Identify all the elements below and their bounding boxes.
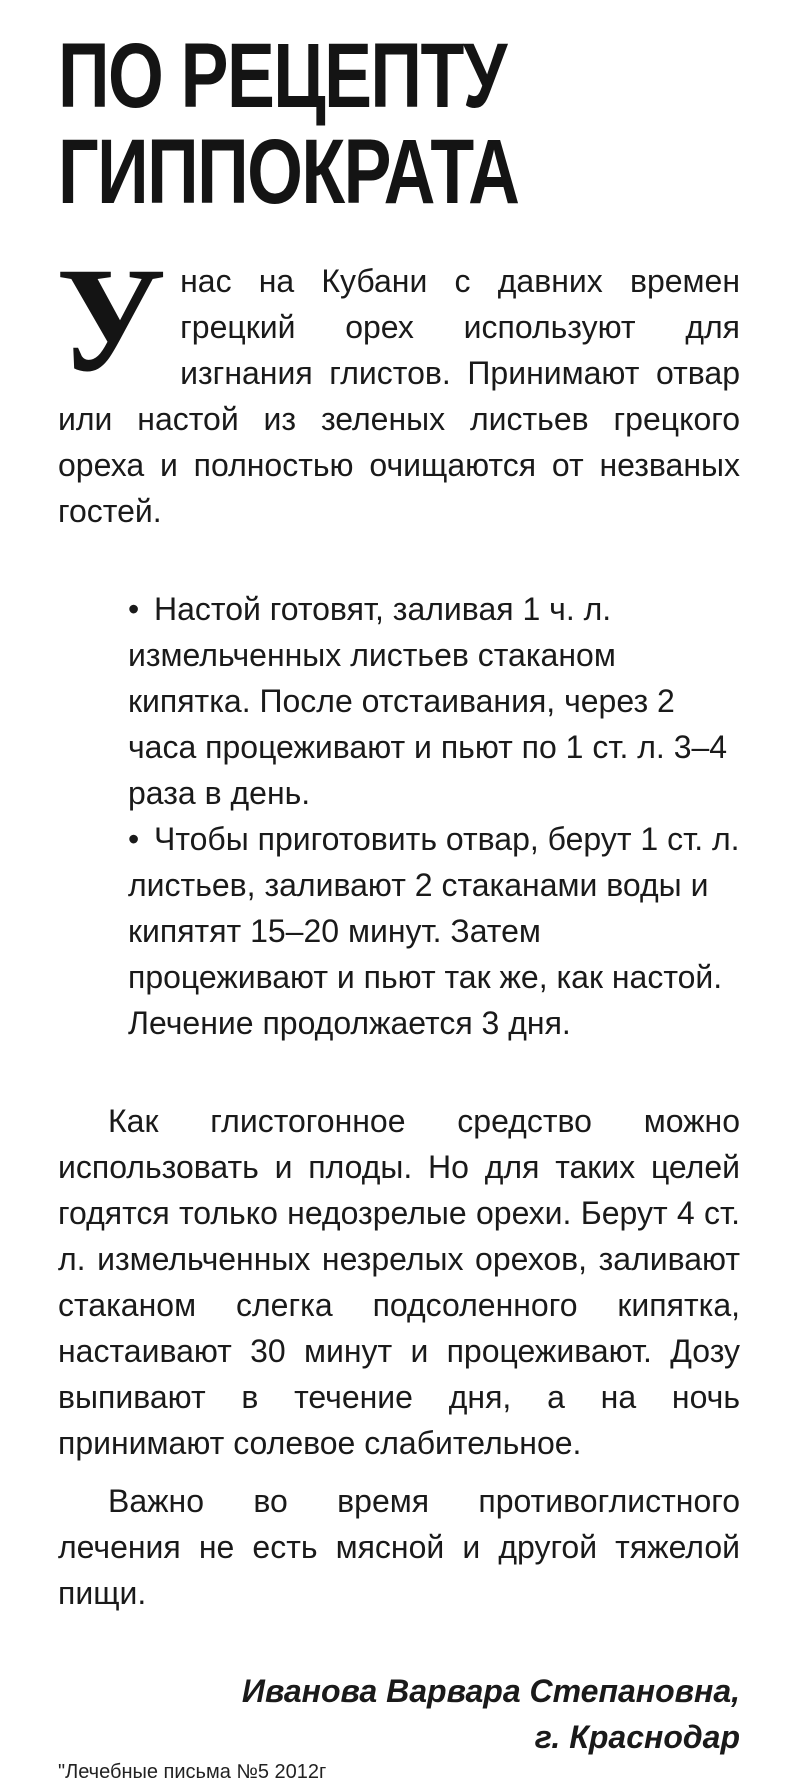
intro-paragraph [56, 237, 740, 534]
warning-paragraph: Важно во время противоглистного лечения не есть мясной и другой тяжелой пищи. [58, 1483, 740, 1611]
bullet-icon: • [128, 821, 140, 857]
list-item-text: Настой готовят, заливая 1 ч. л. измельченных листьев стаканом кипятка. После отстаивания, через 2 часа процеживают и пьют по 1 ст. л. 3–4 раза в день. [128, 591, 728, 811]
headline-line-1: ПО РЕЦЕПТУ [58, 25, 506, 127]
bullet-icon: • [128, 591, 140, 627]
source-note: "Лечебные письма №5 2012г [58, 1761, 327, 1783]
author-city: г. Краснодар [534, 1719, 740, 1755]
recipe-list [128, 586, 740, 1046]
author-signature [242, 1668, 740, 1760]
headline-line-2: ГИППОКРАТА [58, 121, 519, 223]
drop-cap: У [56, 237, 167, 403]
list-item [128, 816, 740, 1046]
list-item-text: Чтобы приготовить отвар, берут 1 ст. л. листьев, заливают 2 стаканами воды и кипятят 15–20 минут. Затем процеживают и пьют так же, как настой. Лечение продолжается 3 дня. [128, 821, 740, 1041]
article-body [56, 237, 740, 1616]
fruit-paragraph: Как глистогонное средство можно использовать и плоды. Но для таких целей годятся только недозрелые орехи. Берут 4 ст. л. измельченных незрелых орехов, заливают стаканом слегка подсоленного кипятка, настаивают 30 минут и процеживают. Дозу выпивают в течение дня, а на ночь принимают солевое слабительное. [58, 1103, 740, 1461]
intro-text: нас на Кубани с давних времен грецкий орех используют для изгнания глистов. Принимают отвар или настой из зеленых листьев грецкого ореха и полностью очищаются от незваных гостей. [58, 263, 740, 529]
headline [58, 25, 519, 223]
author-name: Иванова Варвара Степановна, [241, 1673, 740, 1709]
list-item [128, 586, 740, 816]
